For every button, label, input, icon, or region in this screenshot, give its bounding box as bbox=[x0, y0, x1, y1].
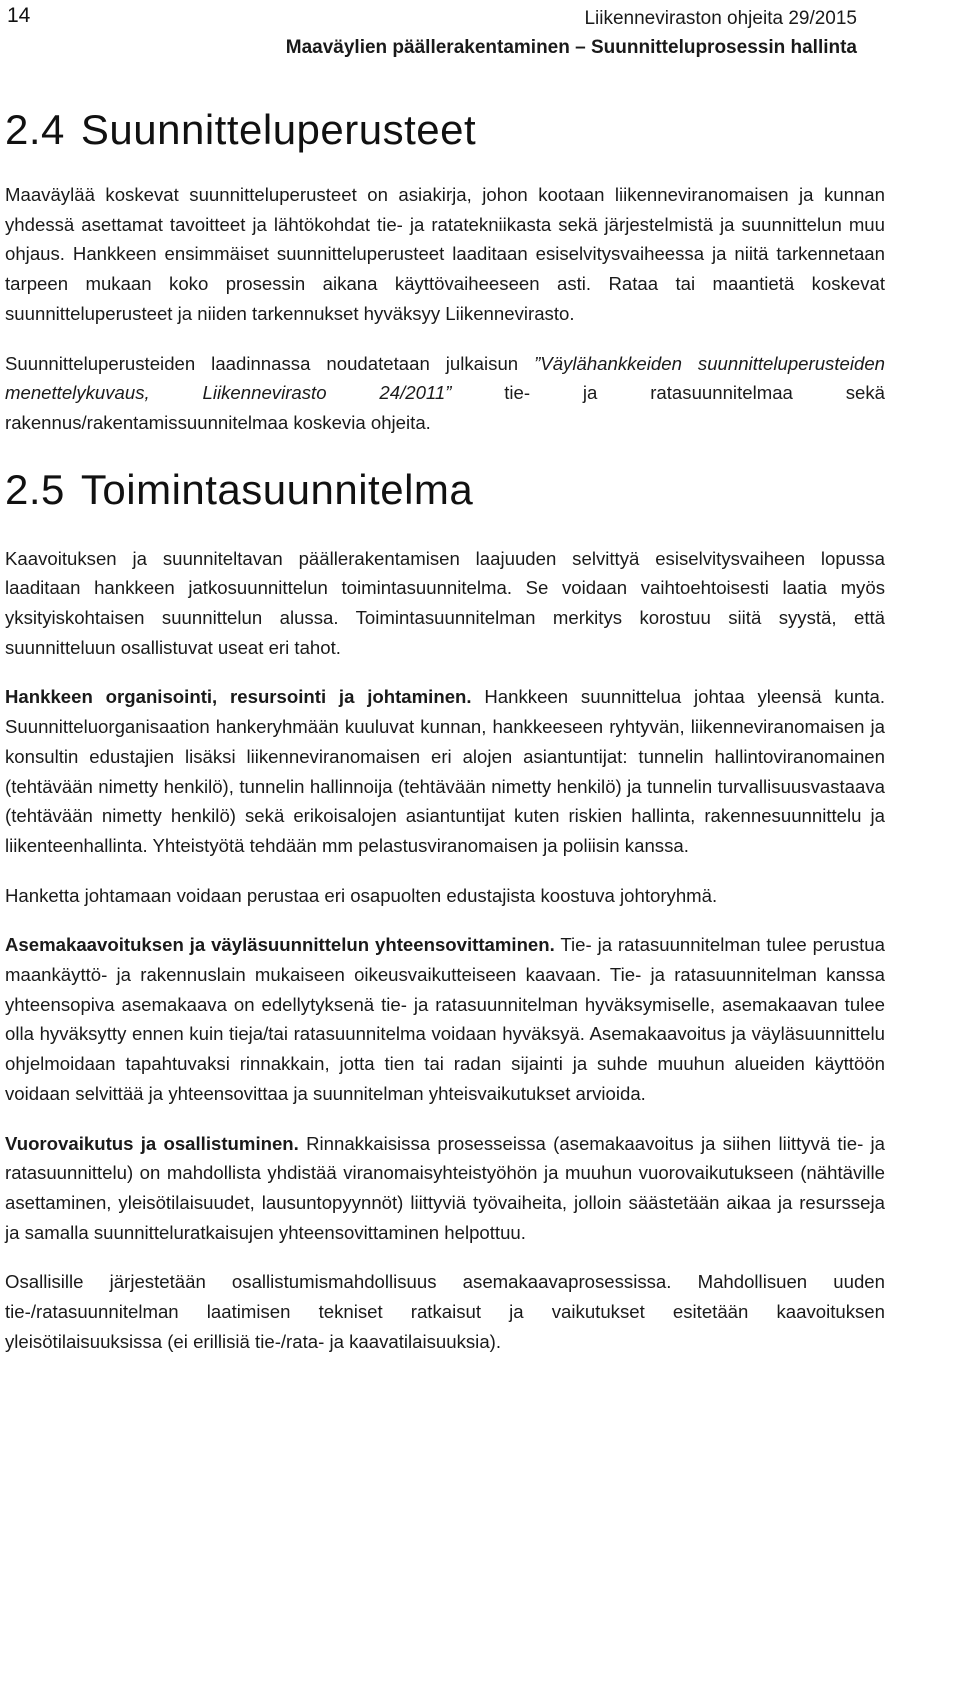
publication-subtitle: Maaväylien päällerakentaminen – Suunnitteluprosessin hallinta bbox=[285, 37, 857, 58]
page-header bbox=[5, 2, 885, 62]
paragraph-text: Hankkeen suunnittelua johtaa yleensä kunta. Suunnitteluorganisaation hankeryhmään kuuluvat kunnan, hankkeeseen ryhtyvän, liikenneviranomaisen ja konsultin edustajien lisäksi liikenneviranomaisen eri alojen asiantuntijat: tunnelin hallintoviranomainen (tehtävään nimetty henkilö), tunnelin hallinnoija (tehtävään nimetty henkilö) ja tunnelin turvallisuusvastaava (tehtävään nimetty henkilö) sekä erikoisalojen asiantuntijat kuten riskien hallinta, rakennesuunnittelu ja liikenteenhallinta. Yhteistyötä tehdään mm pelastusviranomaisen ja poliisin kanssa. bbox=[5, 686, 886, 856]
paragraph-lead: Vuorovaikutus ja osallistuminen. bbox=[5, 1132, 299, 1154]
paragraph-text: Rinnakkaisissa prosesseissa (asemakaavoitus ja siihen liittyvä tie- ja ratasuunnittelu) on mahdollista yhdistää viranomaisyhteistyöhön ja muuhun vuorovaikutukseen (nähtäville asettaminen, yleisötilaisuudet, lausuntopyynnöt) liittyviä työvaiheita, jolloin säästetään aikaa ja resursseja ja samalla suunnitteluratkaisujen yhteensovittaminen helpottuu. bbox=[5, 1132, 885, 1243]
paragraph bbox=[5, 682, 885, 860]
section-number: 2.5 bbox=[5, 465, 65, 513]
page-number: 14 bbox=[7, 4, 31, 27]
paragraph-lead: Hankkeen organisointi, resursointi ja johtaminen. bbox=[5, 686, 472, 708]
paragraph: Kaavoituksen ja suunniteltavan päällerakentamisen laajuuden selvittyä esiselvitysvaiheen lopussa laaditaan hankkeen jatkosuunnittelun toimintasuunnitelma. Se voidaan vaihtoehtoisesti laatia myös yksityiskohtaisen suunnittelun alussa. Toimintasuunnitelman merkitys korostuu siitä syystä, että suunnitteluun osallistuvat useat eri tahot. bbox=[5, 547, 885, 658]
paragraph: Maaväylää koskevat suunnitteluperusteet on asiakirja, johon kootaan liikenneviranomaisen ja kunnan yhdessä asettamat tavoitteet ja lähtökohdat tie- ja ratatekniikasta sekä järjestelmistä ja suunnittelun muu ohjaus. Hankkeen ensimmäiset suunnitteluperusteet laaditaan esiselvitysvaiheessa ja niitä tarkennetaan tarpeen mukaan koko prosessin aikana käyttövaiheeseen asti. Rataa tai maantietä koskevat suunnitteluperusteet ja niiden tarkennukset hyväksyy Liikennevirasto. bbox=[5, 184, 885, 324]
section-title: Suunnitteluperusteet bbox=[80, 106, 477, 153]
cited-publication: ”Väylähankkeiden suunnitteluperusteiden menettelykuvaus, Liikennevirasto 24/2011” bbox=[5, 352, 886, 404]
paragraph-text: tie- ja ratasuunnitelmaa sekä rakennus/rakentamissuunnitelmaa koskevia ohjeita. bbox=[5, 382, 885, 433]
section-heading-2-4 bbox=[5, 100, 885, 160]
paragraph-lead: Asemakaavoituksen ja väyläsuunnittelun yhteensovittaminen. bbox=[5, 934, 555, 956]
paragraph bbox=[5, 349, 885, 438]
paragraph bbox=[5, 930, 885, 1108]
paragraph bbox=[5, 1129, 885, 1248]
page-content bbox=[5, 100, 885, 1377]
publication-title: Liikenneviraston ohjeita 29/2015 bbox=[584, 8, 857, 29]
section-number: 2.4 bbox=[5, 106, 65, 153]
running-header bbox=[286, 4, 857, 62]
paragraph: Osallisille järjestetään osallistumismahdollisuus asemakaavaprosessissa. Mahdollisuen uuden tie-/ratasuunnitelman laatimisen tekniset ratkaisut ja vaikutukset esitetään kaavoituksen yleisötilaisuuksissa (ei erillisiä tie-/rata- ja kaavatilaisuuksia). bbox=[5, 1271, 885, 1352]
paragraph-text: Tie- ja ratasuunnitelman tulee perustua maankäyttö- ja rakennuslain mukaiseen oikeusvaikutteiseen kaavaan. Tie- ja ratasuunnitelman kanssa yhteensopiva asemakaava on edellytyksenä tie- ja ratasuunnitelman hyväksymiselle, asemakaavan tulee olla hyväksytty ennen kuin tieja/tai ratasuunnitelma voidaan hyväksyä. Asemakaavoitus ja väyläsuunnittelu ohjelmoidaan tapahtuvaksi rinnakkain, jotta tien tai radan sijainti ja suhde muuhun alueiden käyttöön voidaan selvittää ja yhteensovittaa ja suunnitelman yhteisvaikutukset arvioida. bbox=[5, 934, 885, 1104]
section-heading-2-5 bbox=[5, 460, 885, 520]
paragraph: Hanketta johtamaan voidaan perustaa eri osapuolten edustajista koostuva johtoryhmä. bbox=[5, 884, 718, 906]
section-title: Toimintasuunnitelma bbox=[80, 465, 474, 513]
paragraph-text: Suunnitteluperusteiden laadinnassa noudatetaan julkaisun bbox=[5, 352, 535, 374]
